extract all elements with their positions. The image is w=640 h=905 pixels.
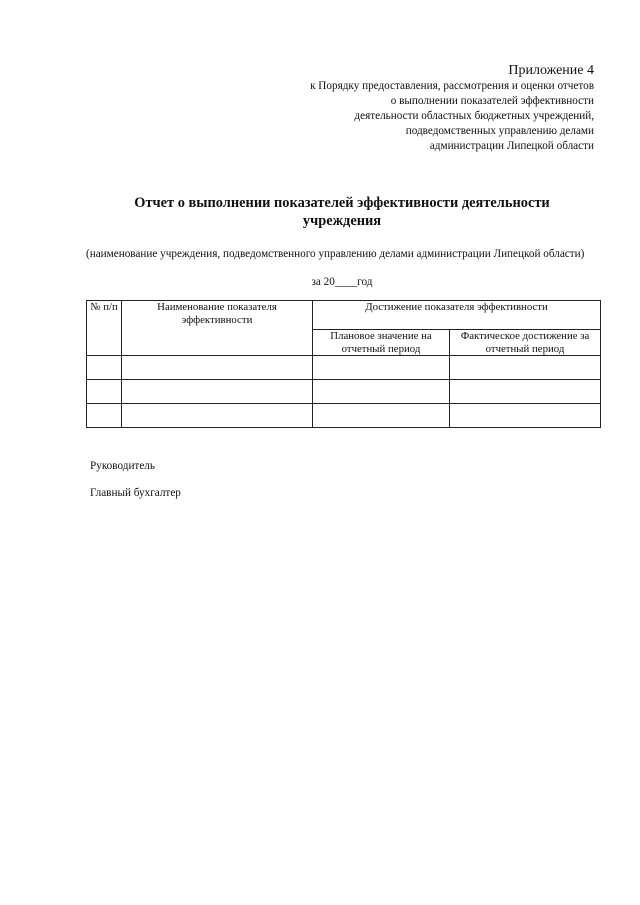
table-cell <box>450 356 601 380</box>
appendix-header <box>310 62 594 154</box>
table-row <box>87 404 601 428</box>
header-achievement: Достижение показателя эффективности <box>313 301 601 330</box>
report-title-line: Отчет о выполнении показателей эффективности деятельности <box>134 195 550 211</box>
indicators-table <box>86 300 601 428</box>
report-title-line: учреждения <box>302 213 382 229</box>
header-indicator: Наименование показателя эффективности <box>122 301 313 356</box>
table-cell <box>450 380 601 404</box>
table-cell <box>122 356 313 380</box>
table-cell <box>313 380 450 404</box>
appendix-line: подведомственных управлению делами <box>405 125 594 137</box>
table-cell <box>122 380 313 404</box>
table-cell <box>87 404 122 428</box>
table-cell <box>122 404 313 428</box>
table-cell <box>87 356 122 380</box>
appendix-line: к Порядку предоставления, рассмотрения и оценки отчетов <box>310 80 594 92</box>
signature-head-label: Руководитель <box>90 460 155 472</box>
table-row <box>87 380 601 404</box>
report-title <box>86 194 598 230</box>
appendix-line: о выполнении показателей эффективности <box>390 95 594 107</box>
header-actual: Фактическое достижение за отчетный период <box>450 330 601 356</box>
signature-accountant-label: Главный бухгалтер <box>90 487 181 499</box>
table-header-row <box>87 301 601 330</box>
table-row <box>87 356 601 380</box>
appendix-line: деятельности областных бюджетных учреждений, <box>354 110 594 122</box>
table-cell <box>87 380 122 404</box>
header-planned: Плановое значение на отчетный период <box>313 330 450 356</box>
appendix-heading: Приложение 4 <box>508 63 594 78</box>
header-number: № п/п <box>87 301 122 356</box>
institution-name-caption: (наименование учреждения, подведомственного управлению делами администрации Липецкой области) <box>86 248 585 260</box>
table-cell <box>313 404 450 428</box>
appendix-line: администрации Липецкой области <box>429 140 594 152</box>
table-cell <box>450 404 601 428</box>
report-year: за 20____год <box>311 276 373 288</box>
table-cell <box>313 356 450 380</box>
